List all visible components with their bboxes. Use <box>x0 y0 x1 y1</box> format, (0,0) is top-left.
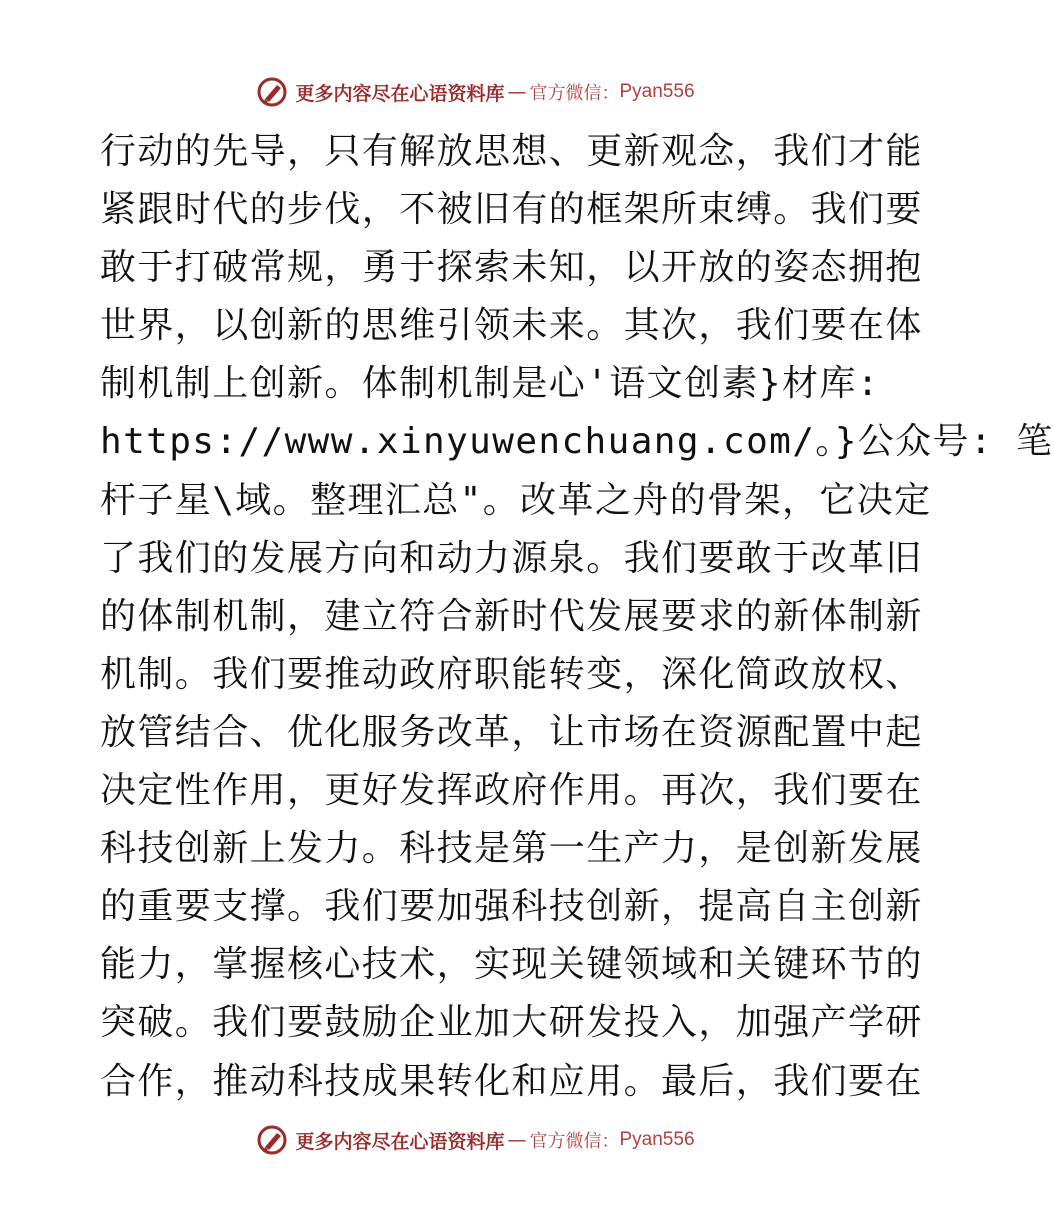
body-line: 机制。我们要推动政府职能转变，深化简政放权、 <box>100 653 923 695</box>
body-line: 合作，推动科技成果转化和应用。最后，我们要在 <box>100 1060 923 1102</box>
body-line: 突破。我们要鼓励企业加大研发投入，加强产学研 <box>100 1002 923 1044</box>
body-line: 科技创新上发力。科技是第一生产力，是创新发展 <box>100 828 923 870</box>
body-line: 能力，掌握核心技术，实现关键领域和关键环节的 <box>100 944 923 986</box>
body-line: 了我们的发展方向和动力源泉。我们要敢于改革旧 <box>100 537 923 579</box>
body-line: 世界，以创新的思维引领未来。其次，我们要在体 <box>100 305 923 347</box>
header-wechat-label: 官方微信： <box>529 83 620 104</box>
footer-site-name: 更多内容尽在心语资料库 <box>295 1130 505 1153</box>
pen-logo-icon <box>255 1123 289 1157</box>
footer-separator: — <box>507 1129 527 1151</box>
header-site-name: 更多内容尽在心语资料库 <box>295 82 505 105</box>
body-line: 制机制上创新。体制机制是心'语文创素}材库: <box>100 363 880 405</box>
document-body <box>100 123 1054 1111</box>
header-separator: — <box>507 81 527 103</box>
body-line: 杆子星\域。整理汇总"。改革之舟的骨架，它决定 <box>100 479 932 521</box>
footer-wechat-label: 官方微信： <box>529 1131 620 1152</box>
body-line: 放管结合、优化服务改革，让市场在资源配置中起 <box>100 711 923 753</box>
body-line-url: https://www.xinyuwenchuang.com/。}公众号: 笔 <box>100 421 1054 463</box>
body-line: 的重要支撑。我们要加强科技创新，提高自主创新 <box>100 886 923 928</box>
pen-logo-icon <box>255 75 289 109</box>
header-banner <box>0 72 950 112</box>
footer-banner <box>0 1120 950 1160</box>
body-line: 的体制机制，建立符合新时代发展要求的新体制新 <box>100 595 923 637</box>
body-line: 行动的先导，只有解放思想、更新观念，我们才能 <box>100 131 923 172</box>
body-line: 敢于打破常规，勇于探索未知，以开放的姿态拥抱 <box>100 247 923 289</box>
header-wechat-id: Pyan556 <box>619 81 695 102</box>
body-line: 紧跟时代的步伐，不被旧有的框架所束缚。我们要 <box>100 189 923 231</box>
footer-wechat-id: Pyan556 <box>619 1129 695 1150</box>
body-line: 决定性作用，更好发挥政府作用。再次，我们要在 <box>100 770 923 812</box>
